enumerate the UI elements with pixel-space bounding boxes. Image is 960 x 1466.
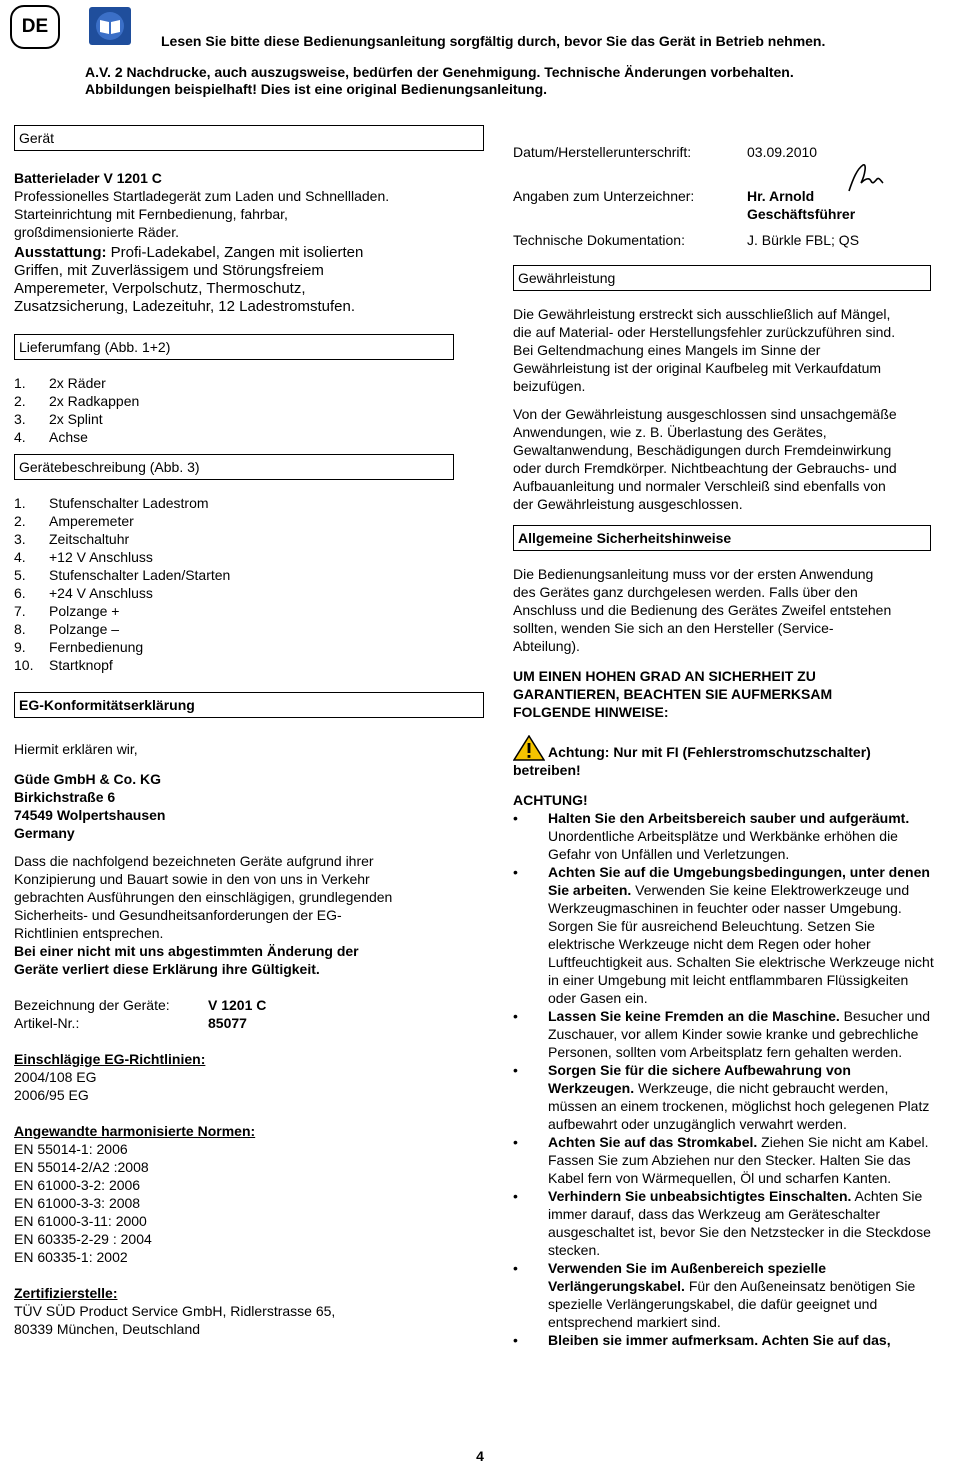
richtlinie-item: 2004/108 EG [14,1069,97,1085]
text-line: des Gerätes ganz durchgelesen werden. Falls über den [513,584,858,600]
item-number: 1. [14,495,26,511]
gewaehrleistung-heading: Gewährleistung [513,265,931,291]
header-copyright: A.V. 2 Nachdrucke, auch auszugsweise, bedürfen der Genehmigung. Technische Änderungen vorbehalten. [85,64,794,80]
signature-image [843,161,887,197]
doku-row [513,231,935,249]
item-number: 2. [14,513,26,529]
lieferumfang-heading: Lieferumfang (Abb. 1+2) [14,334,454,360]
ausstattung-text [14,244,484,316]
language-code: DE [21,16,49,37]
artikel-label: Artikel-Nr.: [14,1015,80,1031]
text-line: beizufügen. [513,378,586,394]
bullet-text: Unordentliche Arbeitsplätze und Werkbänke erhöhen die Gefahr von Unfällen und Verletzungen. [548,828,898,862]
item-text: Stufenschalter Laden/Starten [49,567,231,583]
norm-item: EN 55014-2/A2 :2008 [14,1159,149,1175]
item-text: 2x Radkappen [49,393,140,409]
doku-value: J. Bürkle FBL; QS [747,232,860,248]
caps-warning [513,667,935,721]
text-line: oder durch Fremdkörper. Nichtbeachtung der Gebrauchs- und [513,460,897,476]
unterzeichner-title: Geschäftsführer [747,206,856,222]
ausstattung-label: Ausstattung: [14,244,107,261]
text-line: Abteilung). [513,638,580,654]
richtlinien-heading: Einschlägige EG-Richtlinien: [14,1051,206,1067]
sicherheitshinweise-text [513,565,935,655]
gewaehrleistung-text-1 [513,305,935,395]
sicherheitshinweise-heading: Allgemeine Sicherheitshinweise [513,525,931,551]
unterzeichner-name: Hr. Arnold [747,188,815,204]
text-line: Sicherheits- und Gesundheitsanforderungen der EG- [14,907,342,923]
zertifizierstelle-heading: Zertifizierstelle: [14,1285,118,1301]
list-item [14,374,484,392]
text-line: Von der Gewährleistung ausgeschlossen sind unsachgemäße [513,406,897,422]
right-column [513,143,935,1349]
text-line: Die Gewährleistung erstreckt sich ausschließlich auf Mängel, [513,306,891,322]
item-number: 3. [14,411,26,427]
text-line: Aufbauanleitung und normaler Verschleiß sind ebenfalls von [513,478,886,494]
conformity-text [14,852,484,942]
item-number: 3. [14,531,26,547]
doku-label: Technische Dokumentation: [513,232,685,248]
bezeichnung-value: V 1201 C [208,997,267,1013]
text-line: GARANTIEREN, BEACHTEN SIE AUFMERKSAM [513,686,833,702]
item-text: Amperemeter [49,513,134,529]
product-title: Batterielader V 1201 C [14,170,162,186]
geraet-heading: Gerät [14,125,484,151]
datum-row [513,143,935,161]
ausstattung-line: Amperemeter, Verpolschutz, Thermoschutz, [14,280,306,297]
text-line: der Gewährleistung ausgeschlossen. [513,496,743,512]
achtung-label: ACHTUNG! [513,792,588,808]
text-line: UM EINEN HOHEN GRAD AN SICHERHEIT ZU [513,668,816,684]
bullet-item [513,1133,935,1187]
item-number: 8. [14,621,26,637]
gewaehrleistung-text-2 [513,405,935,513]
item-text: +24 V Anschluss [49,585,153,601]
ausstattung-line: Profi-Ladekabel, Zangen mit isolierten [106,244,364,261]
ausstattung-line: Zusatzsicherung, Ladezeituhr, 12 Ladestromstufen. [14,298,356,315]
bullet-bold: Sorgen Sie für die sichere Aufbewahrung von Werkzeugen. [548,1062,851,1096]
datum-value: 03.09.2010 [747,144,818,160]
datum-label: Datum/Herstellerunterschrift: [513,144,692,160]
language-badge [10,5,60,49]
company-line: Germany [14,825,75,841]
bullet-bold: Achten Sie auf das Stromkabel. [548,1134,758,1150]
bullet-bold: Bleiben sie immer aufmerksam. Achten Sie auf das, [548,1332,891,1348]
product-desc-line: großdimensionierte Räder. [14,224,179,240]
item-text: Achse [49,429,88,445]
hiermit-text: Hiermit erklären wir, [14,741,138,757]
list-item [14,602,484,620]
product-desc-line: Starteinrichtung mit Fernbedienung, fahrbar, [14,206,288,222]
norm-item: EN 61000-3-11: 2000 [14,1213,147,1229]
list-item [14,638,484,656]
zert-line: TÜV SÜD Product Service GmbH, Ridlerstrasse 65, [14,1303,336,1319]
list-item [14,566,484,584]
text-line: Richtlinien entsprechen. [14,925,164,941]
ausstattung-line: Griffen, mit Zuverlässigem und Störungsfreiem [14,262,324,279]
item-number: 6. [14,585,26,601]
bullet-text: Ziehen Sie nicht am Kabel. Fassen Sie zum Abziehen nur den Stecker. Halten Sie das Kabel fern von Wärmequellen, Öl und scharfen Kanten. [548,1134,929,1186]
richtlinie-item: 2006/95 EG [14,1087,89,1103]
bullet-text: Achten Sie immer darauf, dass das Werkzeug am Geräteschalter ausgeschaltet ist, bevor Sie den Netzstecker in die Steckdose stecken. [548,1188,931,1258]
text-line: FOLGENDE HINWEISE: [513,704,669,720]
list-item [14,548,484,566]
bullet-item [513,1007,935,1061]
list-item [14,392,484,410]
fi-warning-line: Achtung: Nur mit FI (Fehlerstromschutzschalter) [548,744,871,760]
beschreibung-heading: Gerätebeschreibung (Abb. 3) [14,454,454,480]
list-item [14,410,484,428]
validity-warning [14,942,484,978]
norm-item: EN 61000-3-2: 2006 [14,1177,141,1193]
unterzeichner-row [513,187,935,223]
bullet-item [513,809,935,863]
item-text: 2x Splint [49,411,103,427]
bullet-text: Verwenden Sie keine Elektrowerkzeuge und Werkzeugmaschinen in feuchter oder nasser Umgebung. Sorgen Sie für ausreichend Beleuchtung. Setzen Sie elektrische Werkzeuge nicht dem Regen oder hoher Luftfeuchtigkeit aus. Schalten Sie elektrische Werkzeuge nicht in einer Umgebung mit leicht entflammbaren Flüssigkeiten oder Gasen ein. [548,882,934,1006]
norm-item: EN 55014-1: 2006 [14,1141,128,1157]
text-line: Bei einer nicht mit uns abgestimmten Änderung der [14,943,359,959]
bullet-item [513,1331,935,1349]
product-desc-line: Professionelles Startladegerät zum Laden und Schnellladen. [14,188,390,204]
bullet-item [513,1187,935,1259]
text-line: Anwendungen, wie z. B. Überlastung des Gerätes, [513,424,827,440]
text-line: Anschluss und die Bedienung des Gerätes Zweifel entstehen [513,602,892,618]
warning-triangle-icon [513,735,545,761]
item-text: Polzange + [49,603,120,619]
item-number: 1. [14,375,26,391]
beschreibung-list [14,494,484,674]
list-item [14,530,484,548]
item-number: 4. [14,429,26,445]
item-text: Stufenschalter Ladestrom [49,495,209,511]
product-description [14,187,484,241]
text-line: gebrachten Ausführungen den einschlägigen, grundlegenden [14,889,393,905]
bullet-bold: Lassen Sie keine Fremden an die Maschine. [548,1008,840,1024]
text-line: Bei Geltendmachung eines Mangels im Sinne der [513,342,821,358]
item-text: Startknopf [49,657,113,673]
company-line: Güde GmbH & Co. KG [14,771,161,787]
fi-warning-line: betreiben! [513,762,581,778]
bullet-item [513,1061,935,1133]
item-text: Polzange – [49,621,120,637]
text-line: Die Bedienungsanleitung muss vor der ersten Anwendung [513,566,874,582]
left-column [14,125,484,1338]
bullet-item [513,1259,935,1331]
norm-item: EN 60335-2-29 : 2004 [14,1231,152,1247]
text-line: die auf Material- oder Herstellungsfehler zurückzuführen sind. [513,324,896,340]
bullet-bold: Halten Sie den Arbeitsbereich sauber und aufgeräumt. [548,810,910,826]
list-item [14,584,484,602]
item-number: 9. [14,639,26,655]
text-line: Konzipierung und Bauart sowie in den von uns in Verkehr [14,871,370,887]
item-number: 4. [14,549,26,565]
text-line: Dass die nachfolgend bezeichneten Geräte aufgrund ihrer [14,853,374,869]
list-item [14,656,484,674]
text-line: Gewährleistung ist der original Kaufbeleg mit Verkaufdatum [513,360,882,376]
item-number: 10. [14,657,34,673]
bullet-text: Für den Außeneinsatz benötigen Sie spezielle Verlängerungskabel, die dafür geeignet und entsprechend markiert sind. [548,1278,916,1330]
norm-item: EN 61000-3-3: 2008 [14,1195,141,1211]
header-instruction: Lesen Sie bitte diese Bedienungsanleitung sorgfältig durch, bevor Sie das Gerät in Betrieb nehmen. [161,33,826,49]
text-line: sollten, wenden Sie sich an den Hersteller (Service- [513,620,834,636]
list-item [14,494,484,512]
text-line: Geräte verliert diese Erklärung ihre Gültigkeit. [14,961,320,977]
unterzeichner-info [747,187,855,223]
item-number: 2. [14,393,26,409]
eg-konformitaet-heading: EG-Konformitätserklärung [14,692,484,718]
text-line: Gewaltanwendung, Beschädigungen durch Fremdeinwirkung [513,442,892,458]
item-text: Fernbedienung [49,639,144,655]
bullet-text: Werkzeuge, die nicht gebraucht werden, müssen an einem trockenen, möglichst hoch gelegenen Platz aufbewahrt oder unzugänglich verwahrt werden. [548,1080,930,1132]
item-number: 5. [14,567,26,583]
company-address [14,770,484,842]
artikel-value: 85077 [208,1015,247,1031]
safety-bullet-list [513,809,935,1349]
unterzeichner-label: Angaben zum Unterzeichner: [513,188,695,204]
bezeichnung-label: Bezeichnung der Geräte: [14,997,170,1013]
bullet-bold: Achten Sie auf die Umgebungsbedingungen, unter denen Sie arbeiten. [548,864,930,898]
bullet-bold: Verwenden Sie im Außenbereich spezielle Verlängerungskabel. [548,1260,827,1294]
zert-line: 80339 München, Deutschland [14,1321,201,1337]
list-item [14,428,484,446]
page-number: 4 [476,1448,484,1464]
bullet-text: Besucher und Zuschauer, vor allem Kinder sowie kranke und gebrechliche Personen, sollten vom Arbeitsplatz fern gehalten werden. [548,1008,931,1060]
header-note: Abbildungen beispielhaft! Dies ist eine original Bedienungsanleitung. [85,81,548,97]
list-item [14,620,484,638]
fi-warning [513,735,935,779]
item-number: 7. [14,603,26,619]
norm-item: EN 60335-1: 2002 [14,1249,128,1265]
item-text: 2x Räder [49,375,106,391]
bullet-item [513,863,935,1007]
list-item [14,512,484,530]
company-line: Birkichstraße 6 [14,789,116,805]
device-designation [14,996,484,1032]
bullet-bold: Verhindern Sie unbeabsichtigtes Einschalten. [548,1188,852,1204]
item-text: Zeitschaltuhr [49,531,130,547]
item-text: +12 V Anschluss [49,549,153,565]
normen-heading: Angewandte harmonisierte Normen: [14,1123,256,1139]
lieferumfang-list [14,374,484,446]
company-line: 74549 Wolpertshausen [14,807,166,823]
manual-book-icon [89,7,131,45]
